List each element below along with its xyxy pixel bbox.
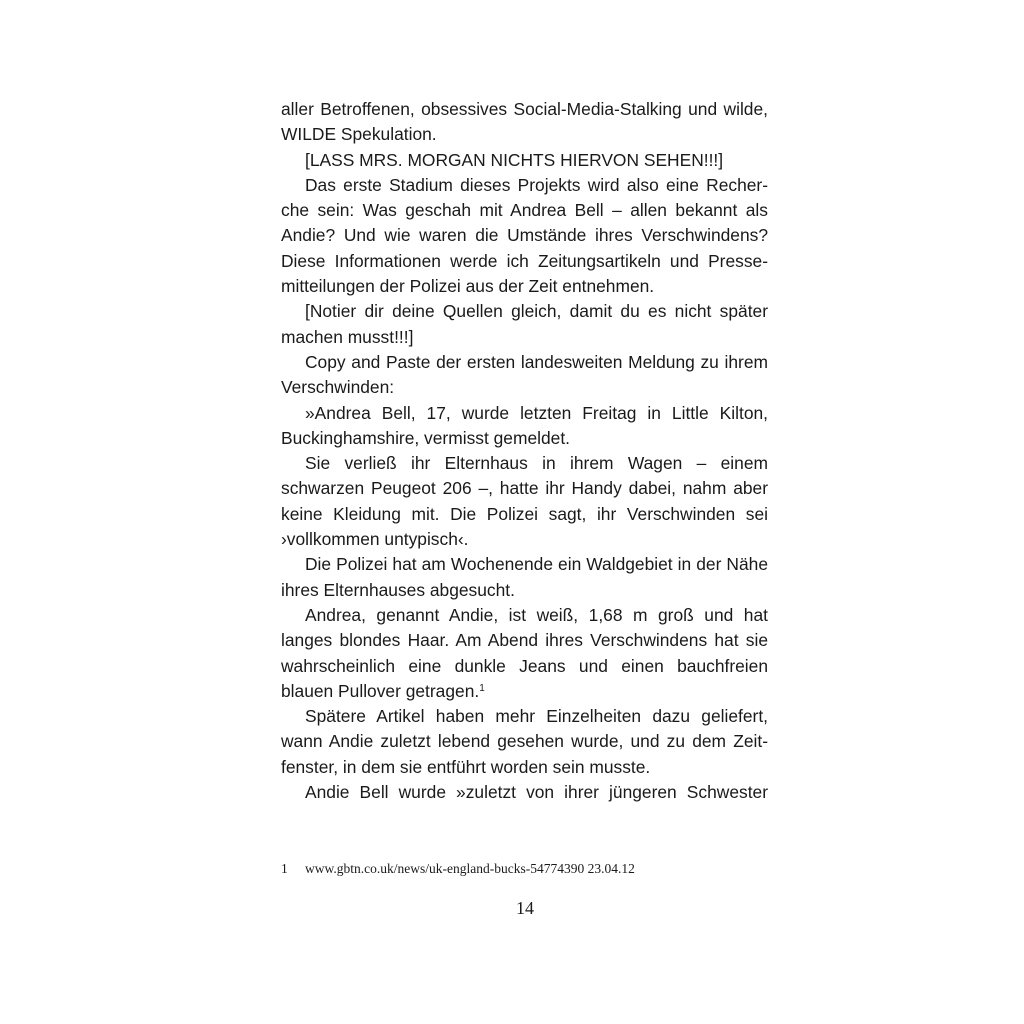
paragraph-11: Andie Bell wurde »zuletzt von ihrer jüngeren Schwester <box>305 782 768 803</box>
page-number: 14 <box>516 898 534 918</box>
paragraph-5: Copy and Paste der ersten landesweiten Meldung zu ihrem Verschwinden: <box>281 351 768 398</box>
footnote-text: www.gbtn.co.uk/news/uk-england-bucks-54774390 23.04.12 <box>305 861 635 876</box>
paragraph-7: Sie verließ ihr Elternhaus in ihrem Wagen – einem schwarzen Peugeot 206 –, hatte ihr Handy dabei, nahm aber keine Kleidung mit. Die Polizei sagt, ihr Verschwinden sei ›vollkommen untypisch‹. <box>281 453 768 550</box>
paragraph-10: Spätere Artikel haben mehr Einzelheiten dazu geliefert, wann Andie zuletzt lebend gesehen wurde, und zu dem Zeitfenster, in dem sie entführt worden sein musste. <box>281 706 768 777</box>
paragraph-9 <box>281 603 768 704</box>
footnote <box>281 860 768 878</box>
book-page-body <box>281 97 768 805</box>
paragraph-8: Die Polizei hat am Wochenende ein Waldgebiet in der Nähe ihres Elternhauses abgesucht. <box>281 554 768 600</box>
paragraph-1: aller Betroffenen, obsessives Social-Media-Stalking und wilde, WILDE Spekulation. <box>281 99 768 145</box>
paragraph-2: [LASS MRS. MORGAN NICHTS HIERVON SEHEN!!!] <box>305 149 724 170</box>
footnote-number: 1 <box>281 861 288 876</box>
paragraph-3: Das erste Stadium dieses Projekts wird also eine Recherche sein: Was geschah mit Andrea Bell – allen bekannt als Andie? Und wie waren die Umstände ihres Verschwindens? Diese Informationen werde ich Zeitungsartikeln und Pressemitteilungen der Polizei aus der Zeit entnehmen. <box>281 174 768 297</box>
paragraph-9-text: Andrea, genannt Andie, ist weiß, 1,68 m groß und hat langes blondes Haar. Am Abend ihres Verschwindens hat sie wahrscheinlich eine dunkle Jeans und einen bauchfreien blauen Pullover getragen. <box>281 604 768 701</box>
footnote-reference: 1 <box>479 682 485 694</box>
paragraph-6: »Andrea Bell, 17, wurde letzten Freitag in Little Kilton, Buckinghamshire, vermisst gemeldet. <box>281 402 768 448</box>
paragraph-4: [Notier dir deine Quellen gleich, damit du es nicht später machen musst!!!] <box>281 301 768 347</box>
